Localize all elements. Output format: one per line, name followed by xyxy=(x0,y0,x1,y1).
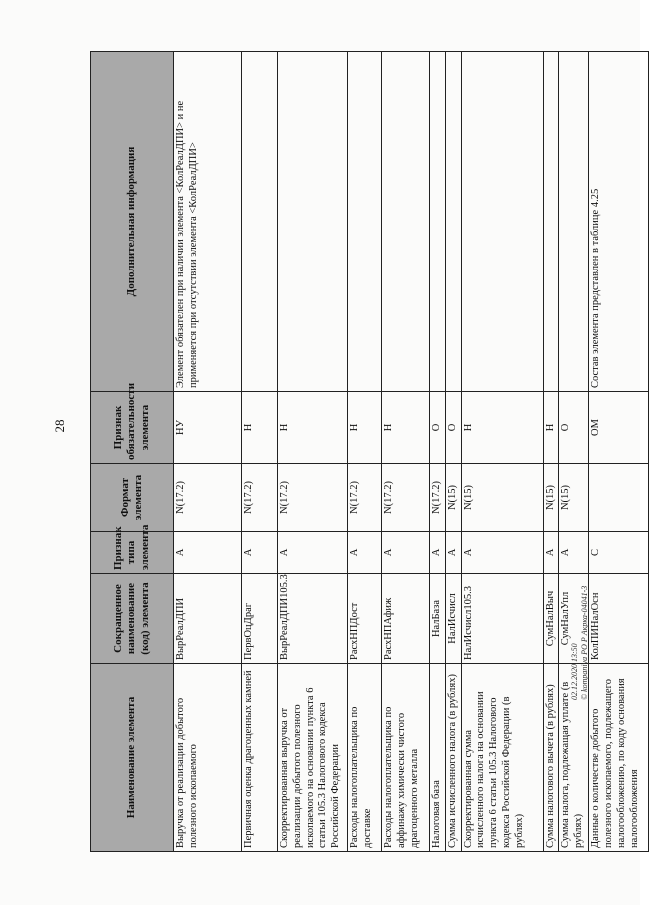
cell-name: Расходы налогоплательщика по доставке xyxy=(348,664,382,852)
table-landscape xyxy=(90,52,640,852)
cell-name: Сумма исчисленного налога (в рублях) xyxy=(445,664,461,852)
elements-table xyxy=(90,51,649,852)
cell-code: СумНалУпл xyxy=(559,574,589,664)
cell-name: Первичная оценка драгоценных камней xyxy=(242,664,278,852)
cell-type: А xyxy=(278,532,348,574)
table-row xyxy=(278,52,348,852)
cell-type: А xyxy=(242,532,278,574)
cell-info xyxy=(382,52,430,392)
cell-info xyxy=(543,52,559,392)
cell-required: Н xyxy=(543,392,559,464)
cell-type: А xyxy=(174,532,242,574)
cell-required: Н xyxy=(348,392,382,464)
table-header-row xyxy=(91,52,174,852)
cell-info xyxy=(242,52,278,392)
cell-required: О xyxy=(430,392,446,464)
page-number: 28 xyxy=(52,419,67,433)
table-row xyxy=(559,52,589,852)
cell-type: А xyxy=(559,532,589,574)
table-row xyxy=(382,52,430,852)
table-row xyxy=(430,52,446,852)
header-element-name: Наименование элемента xyxy=(91,664,174,852)
header-element-type: Признак типа элемента xyxy=(91,532,174,574)
cell-code: ВырРеалДПИ105.3 xyxy=(278,574,348,664)
cell-required: НУ xyxy=(174,392,242,464)
cell-type: А xyxy=(543,532,559,574)
cell-name: Налоговая база xyxy=(430,664,446,852)
cell-required: Н xyxy=(278,392,348,464)
cell-code: ВырРеалДПИ xyxy=(174,574,242,664)
cell-name: Сумма налогового вычета (в рублях) xyxy=(543,664,559,852)
cell-code: НалБаза xyxy=(430,574,446,664)
cell-type: А xyxy=(382,532,430,574)
cell-format: N(17.2) xyxy=(348,464,382,532)
cell-code: КолПИНалОсн xyxy=(589,574,649,664)
cell-required: О xyxy=(445,392,461,464)
cell-format: N(17.2) xyxy=(430,464,446,532)
print-stamp-id: © kompaniya PO Р Акрка-04041-3 xyxy=(580,585,590,700)
cell-info xyxy=(348,52,382,392)
table-row xyxy=(242,52,278,852)
cell-name: Расходы налогоплательщика по аффинажу химически чистого драгоценного металла xyxy=(382,664,430,852)
cell-format: N(17.2) xyxy=(382,464,430,532)
table-row xyxy=(461,52,543,852)
cell-format: N(15) xyxy=(461,464,543,532)
cell-name: Сумма налога, подлежащая уплате (в рублях) xyxy=(559,664,589,852)
cell-format: N(17.2) xyxy=(278,464,348,532)
header-element-code: Сокращенное наименование (код) элемента xyxy=(91,574,174,664)
cell-code: НалИсчисл105.3 xyxy=(461,574,543,664)
cell-name: Скорректированная сумма исчисленного налога на основании пункта 6 статьи 105.3 Налогового кодекса Российской Федерации (в рублях) xyxy=(461,664,543,852)
cell-type: А xyxy=(348,532,382,574)
cell-code: ПервОцДраг xyxy=(242,574,278,664)
cell-info xyxy=(445,52,461,392)
cell-format xyxy=(589,464,649,532)
cell-info: Элемент обязателен при наличии элемента <КолРеалДПИ> и не применяется при отсутствии элемента <КолРеалДПИ> xyxy=(174,52,242,392)
cell-info xyxy=(461,52,543,392)
cell-type: С xyxy=(589,532,649,574)
cell-info: Состав элемента представлен в таблице 4.25 xyxy=(589,52,649,392)
cell-info xyxy=(559,52,589,392)
cell-required: Н xyxy=(461,392,543,464)
cell-required: О xyxy=(559,392,589,464)
cell-required: Н xyxy=(242,392,278,464)
cell-required: Н xyxy=(382,392,430,464)
cell-format: N(15) xyxy=(543,464,559,532)
cell-type: А xyxy=(461,532,543,574)
table-rotation-frame xyxy=(90,52,640,852)
cell-format: N(15) xyxy=(445,464,461,532)
cell-name: Скорректированная выручка от реализации добытого полезного ископаемого на основании пункта 6 статьи 105.3 Налогового кодекса Российской Федерации xyxy=(278,664,348,852)
cell-code: РасхНПАфиж xyxy=(382,574,430,664)
header-element-format: Формат элемента xyxy=(91,464,174,532)
cell-format: N(15) xyxy=(559,464,589,532)
cell-info xyxy=(430,52,446,392)
header-element-required: Признак обязательности элемента xyxy=(91,392,174,464)
print-stamp-date: 02.12.2020 13:50 xyxy=(570,643,579,700)
cell-info xyxy=(278,52,348,392)
cell-code: НалИсчисл xyxy=(445,574,461,664)
table-row xyxy=(445,52,461,852)
cell-required: ОМ xyxy=(589,392,649,464)
table-row xyxy=(589,52,649,852)
print-stamp xyxy=(570,500,591,700)
table-row xyxy=(174,52,242,852)
cell-format: N(17.2) xyxy=(174,464,242,532)
cell-code: РасхНПДост xyxy=(348,574,382,664)
cell-name: Данные о количестве добытого полезного ископаемого, подлежащего налогообложению, по коду основания налогообложения xyxy=(589,664,649,852)
cell-type: А xyxy=(430,532,446,574)
table-row xyxy=(348,52,382,852)
header-additional-info: Дополнительная информация xyxy=(91,52,174,392)
cell-name: Выручка от реализации добытого полезного ископаемого xyxy=(174,664,242,852)
cell-format: N(17.2) xyxy=(242,464,278,532)
cell-type: А xyxy=(445,532,461,574)
table-row xyxy=(543,52,559,852)
cell-code: СумНалВыч xyxy=(543,574,559,664)
